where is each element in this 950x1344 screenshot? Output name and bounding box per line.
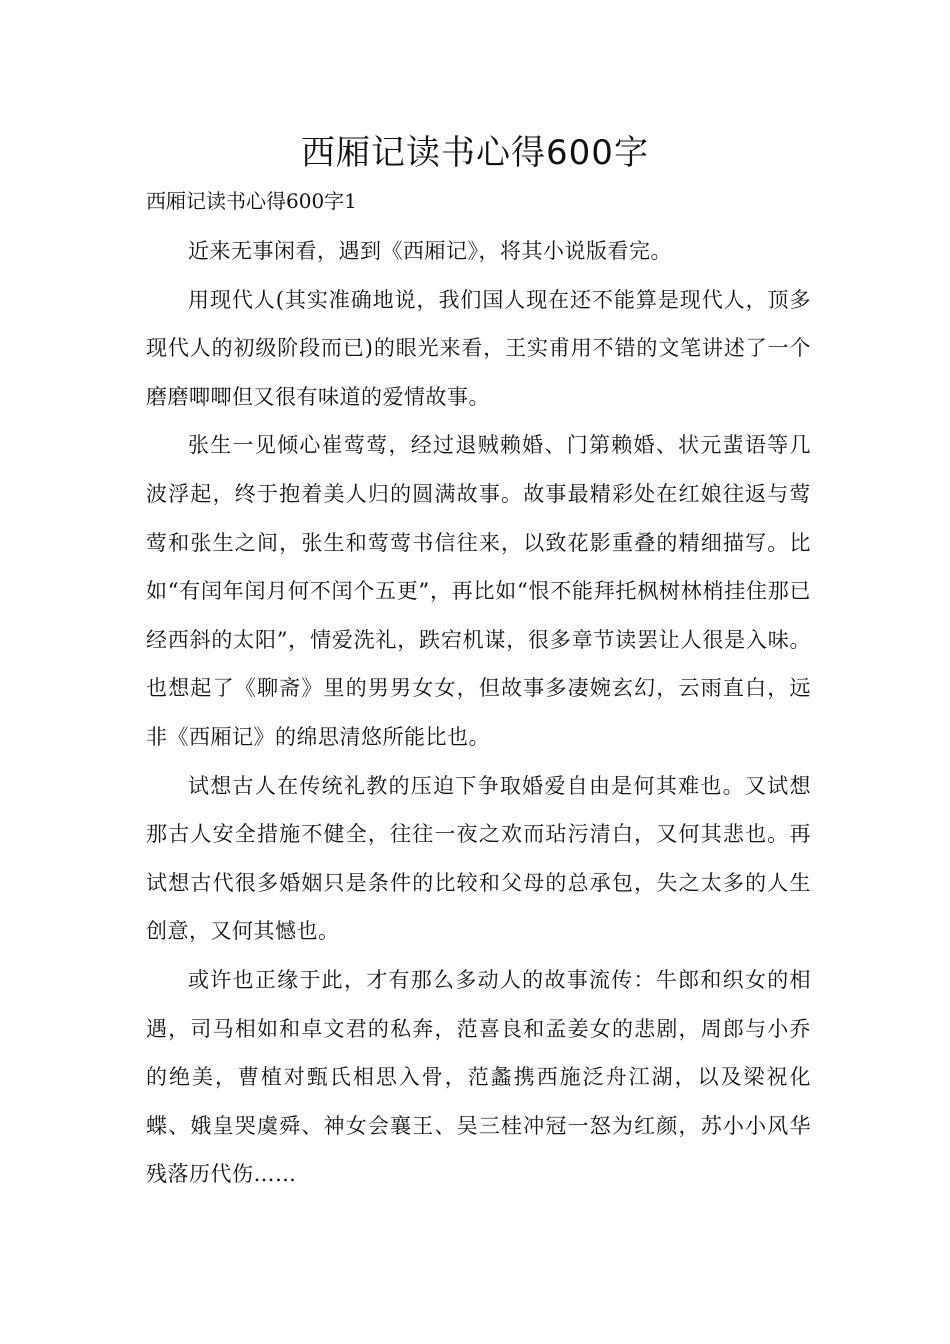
document-body xyxy=(146,227,811,1199)
paragraph-4: 试想古人在传统礼教的压迫下争取婚爱自由是何其难也。又试想那古人安全措施不健全，往往一夜之欢而玷污清白，又何其悲也。再试想古代很多婚姻只是条件的比较和父母的总承包，失之太多的人生创意，又何其憾也。 xyxy=(146,773,811,944)
paragraph-1: 近来无事闲看，遇到《西厢记》，将其小说版看完。 xyxy=(188,239,672,263)
document-title: 西厢记读书心得600字 xyxy=(301,133,649,173)
paragraph-2: 用现代人(其实准确地说，我们国人现在还不能算是现代人，顶多现代人的初级阶段而已)的眼光来看，王实甫用不错的文笔讲述了一个磨磨唧唧但又很有味道的爱情故事。 xyxy=(146,287,811,409)
paragraph-5: 或许也正缘于此，才有那么多动人的故事流传：牛郎和织女的相遇，司马相如和卓文君的私奔，范喜良和孟姜女的悲剧，周郎与小乔的绝美，曹植对甄氏相思入骨，范蠡携西施泛舟江湖，以及梁祝化蝶、娥皇哭虞舜、神女会襄王、吴三桂冲冠一怒为红颜，苏小小风华残落历代伤…… xyxy=(146,967,811,1187)
paragraph-3: 张生一见倾心崔莺莺，经过退贼赖婚、门第赖婚、状元蜚语等几波浮起，终于抱着美人归的圆满故事。故事最精彩处在红娘往返与莺莺和张生之间，张生和莺莺书信往来，以致花影重叠的精细描写。比如“有闰年闰月何不闰个五更”，再比如“恨不能拜托枫树林梢挂住那已经西斜的太阳”，情爱洗礼，跌宕机谋，很多章节读罢让人很是入味。也想起了《聊斋》里的男男女女，但故事多凄婉玄幻，云雨直白，远非《西厢记》的绵思清悠所能比也。 xyxy=(146,433,811,749)
document-subtitle: 西厢记读书心得600字1 xyxy=(146,189,357,213)
